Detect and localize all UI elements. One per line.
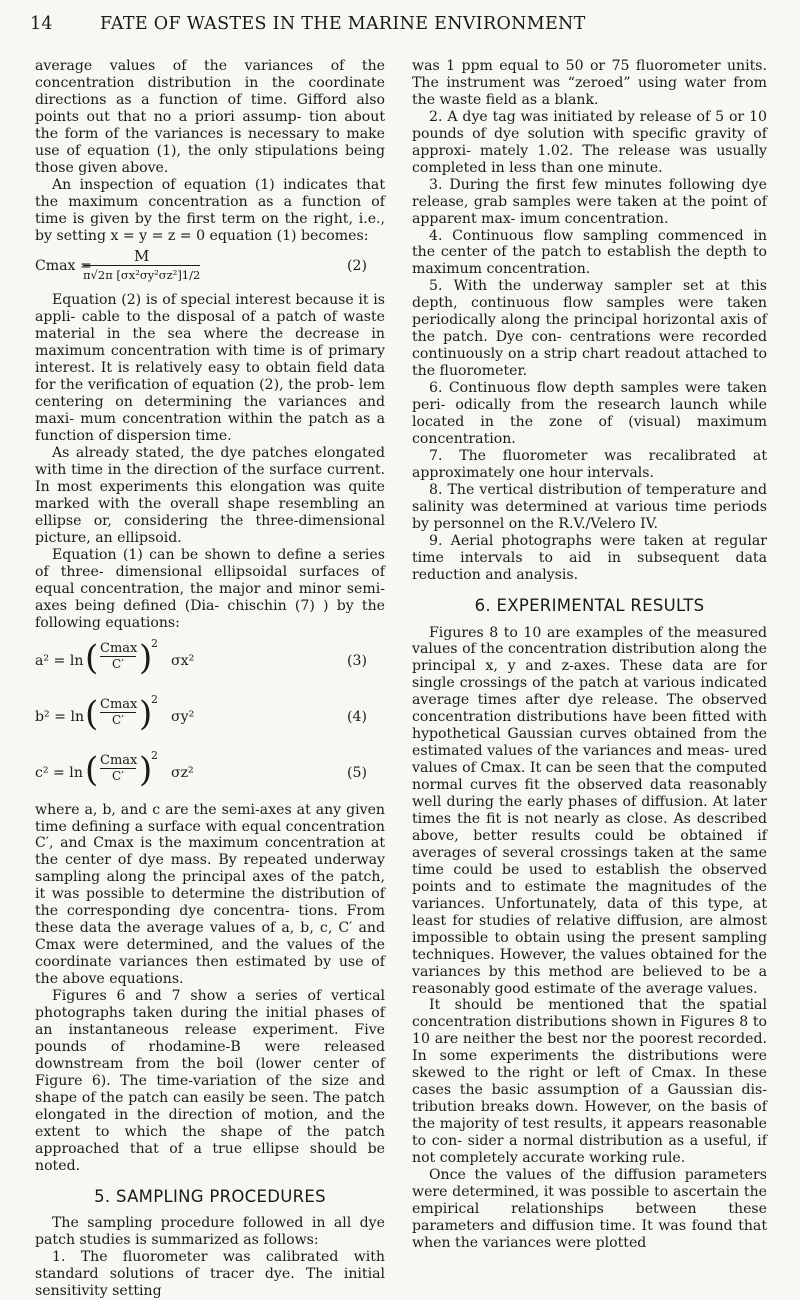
paragraph: An inspection of equation (1) indicates that the maximum concentration as a function of time is given by the first term on the right, i.e., by setting x = y = z = 0 equation (1) becomes: [35,176,385,244]
list-item: 8. The vertical distribution of temperature and salinity was determined at various time periods by personnel on the R.V./Velero IV. [412,481,767,532]
list-item: 6. Continuous flow depth samples were taken peri- odically from the research launch while located in the zone of (visual) maximum concentration. [412,380,767,447]
variance-term: σy² [171,708,195,725]
list-item: 3. During the first few minutes following dye release, grab samples were taken at the point of apparent max- imum concentration. [412,176,767,227]
paren-left: ( [85,637,99,678]
equation-number: (4) [347,708,367,725]
exponent: 2 [151,748,158,762]
list-item: 1. The fluorometer was calibrated with standard solutions of tracer dye. The initial sensitivity setting [35,1249,385,1300]
paragraph: was 1 ppm equal to 50 or 75 fluorometer units. The instrument was “zeroed” using water from the waste field as a blank. [412,58,767,108]
equation-lhs: c² = ln [35,764,83,781]
paragraph: It should be mentioned that the spatial concentration distributions shown in Figures 8 to 10 are neither the best nor the poorest recorded. In some experiments the distributions were skewed to the right or left of Cmax. In these cases the basic assumption of a Gaussian dis- tribution breaks down. However, on the basis of the majority of test results, it appears reasonable to con- sider a normal distribution as a useful, if not completely accurate working rule. [412,997,767,1167]
page-header [30,14,770,40]
paren-right: ) [139,637,153,678]
ratio-numerator: Cmax [100,752,138,768]
equation-3 [35,636,385,688]
equation-number: (5) [347,764,367,781]
ratio-numerator: Cmax [100,640,138,656]
running-title: FATE OF WASTES IN THE MARINE ENVIRONMENT [100,14,586,34]
section-heading: 5. SAMPLING PROCEDURES [94,1186,326,1206]
paragraph: As already stated, the dye patches elongated with time in the direction of the surface current. In most experiments this elongation was quite marked with the overall shape resembling an ellipse or, considering the three-dimensional picture, an ellipsoid. [35,445,385,546]
paragraph: Figures 8 to 10 are examples of the measured values of the concentration distribution along the principal x, y and z-axes. These data are for single crossings of the patch at various indicated average times after dye release. The observed concentration distributions have been fitted with hypothetical Gaussian curves obtained from the estimated values of the variances and meas- ured values of Cmax. It can be seen that the computed normal curves fit the observed data reasonably well during the early phases of diffusion. At later times the fit is not nearly as close. As described above, better results could be obtained if averages of several crossings taken at the same time could be used to establish the observed points and to estimate the magnitudes of the variances. Unfortunately, data of this type, at least for studies of relative diffusion, are almost impossible to obtain using the present sampling techniques. However, the values obtained for the variances by this method are believed to be a reasonably good estimate of the average values. [412,624,767,997]
equation-2 [35,248,385,286]
paragraph: The sampling procedure followed in all dye patch studies is summarized as follows: [35,1215,385,1249]
list-item: 5. With the underway sampler set at this depth, continuous flow samples were taken periodically along the principal horizontal axis of the patch. Dye con- centrations were recorded continuously on a strip chart readout attached to the fluorometer. [412,278,767,380]
section-heading: 6. EXPERIMENTAL RESULTS [474,595,705,615]
equation-lhs: a² = ln [35,652,84,669]
equation-denominator: π√2π [σx²σy²σz²]1/2 [83,268,201,283]
left-column [35,58,385,1300]
right-column [412,58,767,1252]
paragraph: Equation (2) is of special interest because it is appli- cable to the disposal of a patch of waste material in the sea where the decrease in maximum concentration with time is of primary interest. It is relatively easy to obtain field data for the verification of equation (2), the prob- lem centering on determining the variances and maxi- mum concentration within the patch as a function of dispersion time. [35,292,385,445]
paren-right: ) [139,749,153,790]
variance-term: σz² [171,764,194,781]
paren-left: ( [85,749,99,790]
exponent: 2 [151,692,158,706]
equation-ratio [100,641,136,672]
list-item: 7. The fluorometer was recalibrated at approximately one hour intervals. [412,447,767,481]
equation-fraction [83,248,200,284]
variance-term: σx² [171,652,195,669]
ratio-denominator: C′ [112,712,124,727]
page-number: 14 [30,14,53,34]
equation-number: (3) [347,652,367,669]
equation-lhs: Cmax = [35,258,92,275]
paragraph: Equation (1) can be shown to define a series of three- dimensional ellipsoidal surfaces of equal concentration, the major and minor semi-axes being defined (Dia- chischin (7) ) by the following equations: [35,546,385,631]
equation-ratio [100,697,136,728]
equation-number: (2) [347,258,367,275]
equation-numerator: M [83,248,200,266]
equation-ratio [100,753,136,784]
list-item: 4. Continuous flow sampling commenced in the center of the patch to establish the depth to maximum concentration. [412,227,767,278]
paragraph: Once the values of the diffusion parameters were determined, it was possible to ascertain the empirical relationships between these parameters and diffusion time. It was found that when the variances were plotted [412,1167,767,1251]
paragraph: average values of the variances of the concentration distribution in the coordinate directions as a function of time. Gifford also points out that no a priori assump- tion about the form of the variances is necessary to make use of equation (1), the only stipulations being those given above. [35,58,385,176]
list-item: 9. Aerial photographs were taken at regular time intervals to aid in subsequent data reduction and analysis. [412,532,767,583]
paragraph: Figures 6 and 7 show a series of vertical photographs taken during the initial phases of an instantaneous release experiment. Five pounds of rhodamine-B were released downstream from the boil (lower center of Figure 6). The time-variation of the size and shape of the patch can easily be seen. The patch elongated in the direction of motion, and the extent to which the shape of the patch approached that of a true ellipse should be noted. [35,988,385,1174]
ratio-denominator: C′ [112,656,124,671]
paren-left: ( [85,693,99,734]
ratio-denominator: C′ [112,768,124,783]
exponent: 2 [151,636,158,650]
ratio-numerator: Cmax [100,696,138,712]
paragraph: where a, b, and c are the semi-axes at any given time defining a surface with equal concentration C′, and Cmax is the maximum concentration at the center of dye mass. By repeated underway sampling along the principal axes of the patch, it was possible to determine the distribution of the corresponding dye concentra- tions. From these data the average values of a, b, c, C′ and Cmax were determined, and the values of the coordinate variances then estimated by use of the above equations. [35,801,385,988]
paren-right: ) [139,693,153,734]
equation-lhs: b² = ln [35,708,85,725]
equation-4 [35,692,385,744]
equation-5 [35,748,385,800]
list-item: 2. A dye tag was initiated by release of 5 or 10 pounds of dye solution with specific gravity of approxi- mately 1.02. The release was usually completed in less than one minute. [412,108,767,176]
